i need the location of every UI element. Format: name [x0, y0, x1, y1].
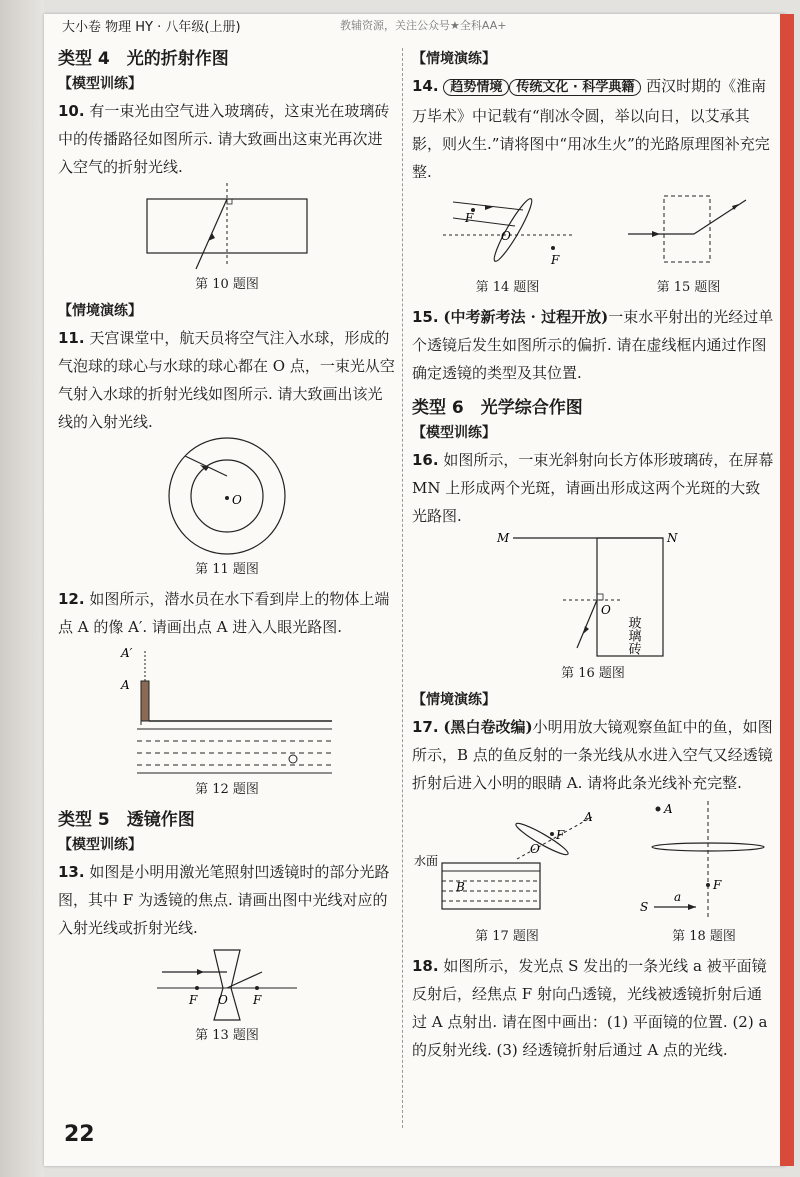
- q17-number: 17.: [412, 718, 439, 736]
- fig15-caption: 第 15 题图: [656, 280, 721, 295]
- q18-text: 如图所示，发光点 S 发出的一条光线 a 被平面镜反射后，经焦点 F 射向凸透镜，光线被透镜折射后通过 A 点射出. 请在图中画出：(1) 平面镜的位置. (2) a 的反射光线. (3) 经透镜折射后通过 A 点的光线.: [412, 957, 768, 1059]
- figure-14: [433, 190, 583, 270]
- fig13-label-f-right: F: [253, 993, 262, 1007]
- fig13-label-o: O: [218, 993, 228, 1007]
- fig18-label-f: F: [713, 878, 722, 892]
- fig12-label-a-prime: A′: [121, 646, 133, 660]
- fig13-label-f-left: F: [189, 993, 198, 1007]
- q14-text: 西汉时期的《淮南万毕术》中记载有“削冰令圆，举以向日，以艾承其影，则火生.”请将图中“用冰生火”的光路原理图补充完整.: [412, 77, 770, 181]
- fig12-label-a: A: [121, 678, 130, 692]
- fig16-label-glass: 玻璃砖: [625, 616, 641, 655]
- fig16-label-o: O: [601, 603, 611, 617]
- figure-15: [624, 190, 754, 270]
- q17-text: 小明用放大镜观察鱼缸中的鱼，如图所示，B 点的鱼反射的一条光线从水进入空气又经透镜折射后进入小明的眼睛 A. 请将此条光线补充完整.: [412, 718, 773, 792]
- fig10-caption: 第 10 题图: [195, 277, 259, 292]
- q16-number: 16.: [412, 451, 439, 469]
- question-13: [58, 858, 396, 942]
- figure-16: [493, 530, 693, 660]
- question-12: [58, 585, 396, 641]
- section-5-title: 类型 5 透镜作图: [58, 810, 195, 830]
- q14-pill-culture: 传统文化 · 科学典籍: [509, 79, 641, 96]
- q17-pill: (黑白卷改编): [443, 718, 533, 736]
- tag-model-training: 【模型训练】: [58, 76, 142, 92]
- fig13-caption: 第 13 题图: [195, 1028, 259, 1043]
- book-spine: [0, 0, 44, 1177]
- q12-number: 12.: [58, 590, 85, 608]
- tag-scenario-right: 【情境演练】: [412, 51, 496, 67]
- question-11: [58, 324, 396, 436]
- fig14-label-o: O: [500, 229, 511, 243]
- fig15-block: [624, 190, 754, 303]
- page-number: 22: [64, 1122, 95, 1147]
- section-6-title: 类型 6 光学综合作图: [412, 398, 583, 418]
- tag-model-training-right: 【模型训练】: [412, 425, 496, 441]
- figure-18: [634, 799, 774, 919]
- q12-text: 如图所示，潜水员在水下看到岸上的物体上端点 A 的像 A′. 请画出点 A 进入人眼光路图.: [58, 590, 390, 636]
- question-17: [412, 713, 774, 797]
- q13-text: 如图是小明用激光笔照射凹透镜时的部分光路图，其中 F 为透镜的焦点. 请画出图中光线对应的入射光线或折射光线.: [58, 863, 390, 937]
- q15-pill: (中考新考法 · 过程开放): [443, 308, 609, 326]
- fig18-label-ray-a: a: [674, 890, 682, 904]
- tag-model-training-2: 【模型训练】: [58, 837, 142, 853]
- fig12-caption: 第 12 题图: [195, 782, 259, 797]
- fig17-18-row: [412, 799, 774, 952]
- q18-number: 18.: [412, 957, 439, 975]
- question-15: [412, 303, 774, 387]
- q13-number: 13.: [58, 863, 85, 881]
- q10-text: 有一束光由空气进入玻璃砖，这束光在玻璃砖中的传播路径如图所示. 请大致画出这束光再次进入空气的折射光线.: [58, 102, 390, 176]
- fig17-label-o: O: [530, 842, 540, 856]
- fig17-label-a: A: [584, 810, 593, 824]
- page-edge-bar: [780, 14, 794, 1166]
- tag-scenario: 【情境演练】: [58, 303, 142, 319]
- watermark-text: 教辅资源，关注公众号★全科AA+: [340, 19, 507, 32]
- q11-number: 11.: [58, 329, 85, 347]
- q10-number: 10.: [58, 102, 85, 120]
- figure-12: [117, 641, 337, 776]
- fig18-block: [634, 799, 774, 952]
- figure-11: [157, 436, 297, 556]
- figure-13: [152, 942, 302, 1022]
- q15-number: 15.: [412, 308, 439, 326]
- left-column: [58, 44, 396, 1051]
- right-column: [412, 44, 774, 1064]
- tag-scenario-right-2: 【情境演练】: [412, 692, 496, 708]
- fig14-block: [433, 190, 583, 303]
- figure-10: [142, 181, 312, 271]
- fig14-caption: 第 14 题图: [475, 280, 540, 295]
- fig17-caption: 第 17 题图: [475, 929, 539, 944]
- q14-pill-trend: 趋势情境: [443, 79, 509, 96]
- q15-text: 一束水平射出的光经过单个透镜后发生如图所示的偏折. 请在虚线框内通过作图确定透镜的类型及其位置.: [412, 308, 774, 382]
- fig17-label-f: F: [556, 828, 565, 842]
- question-18: [412, 952, 774, 1064]
- running-header: 大小卷 物理 HY · 八年级(上册): [62, 20, 241, 35]
- fig11-caption: 第 11 题图: [195, 562, 259, 577]
- section-4-title: 类型 4 光的折射作图: [58, 49, 229, 69]
- fig14-15-row: [412, 190, 774, 303]
- column-divider: [402, 48, 403, 1128]
- fig16-caption: 第 16 题图: [561, 666, 625, 681]
- fig18-label-a: A: [664, 802, 673, 816]
- fig16-label-n: N: [667, 531, 678, 545]
- fig17-label-water: 水面: [414, 854, 439, 868]
- figure-17: [412, 799, 602, 919]
- fig18-label-s: S: [640, 900, 649, 914]
- question-10: [58, 97, 396, 181]
- fig11-label-o: O: [232, 493, 242, 507]
- fig16-label-m: M: [497, 531, 510, 545]
- q14-number: 14.: [412, 77, 439, 95]
- q16-text: 如图所示，一束光斜射向长方体形玻璃砖，在屏幕 MN 上形成两个光斑，请画出形成这两个光斑的大致光路图.: [412, 451, 774, 525]
- question-16: [412, 446, 774, 530]
- question-14: [412, 72, 774, 186]
- fig18-caption: 第 18 题图: [672, 929, 736, 944]
- fig17-label-b: B: [456, 880, 465, 894]
- fig14-label-f-right: F: [550, 253, 559, 267]
- q11-text: 天宫课堂中，航天员将空气注入水球，形成的气泡球的球心与水球的球心都在 O 点，一束光从空气射入水球的折射光线如图所示. 请大致画出该光线的入射光线.: [58, 329, 395, 431]
- fig17-block: [412, 799, 602, 952]
- fig14-label-f-left: F: [464, 211, 473, 225]
